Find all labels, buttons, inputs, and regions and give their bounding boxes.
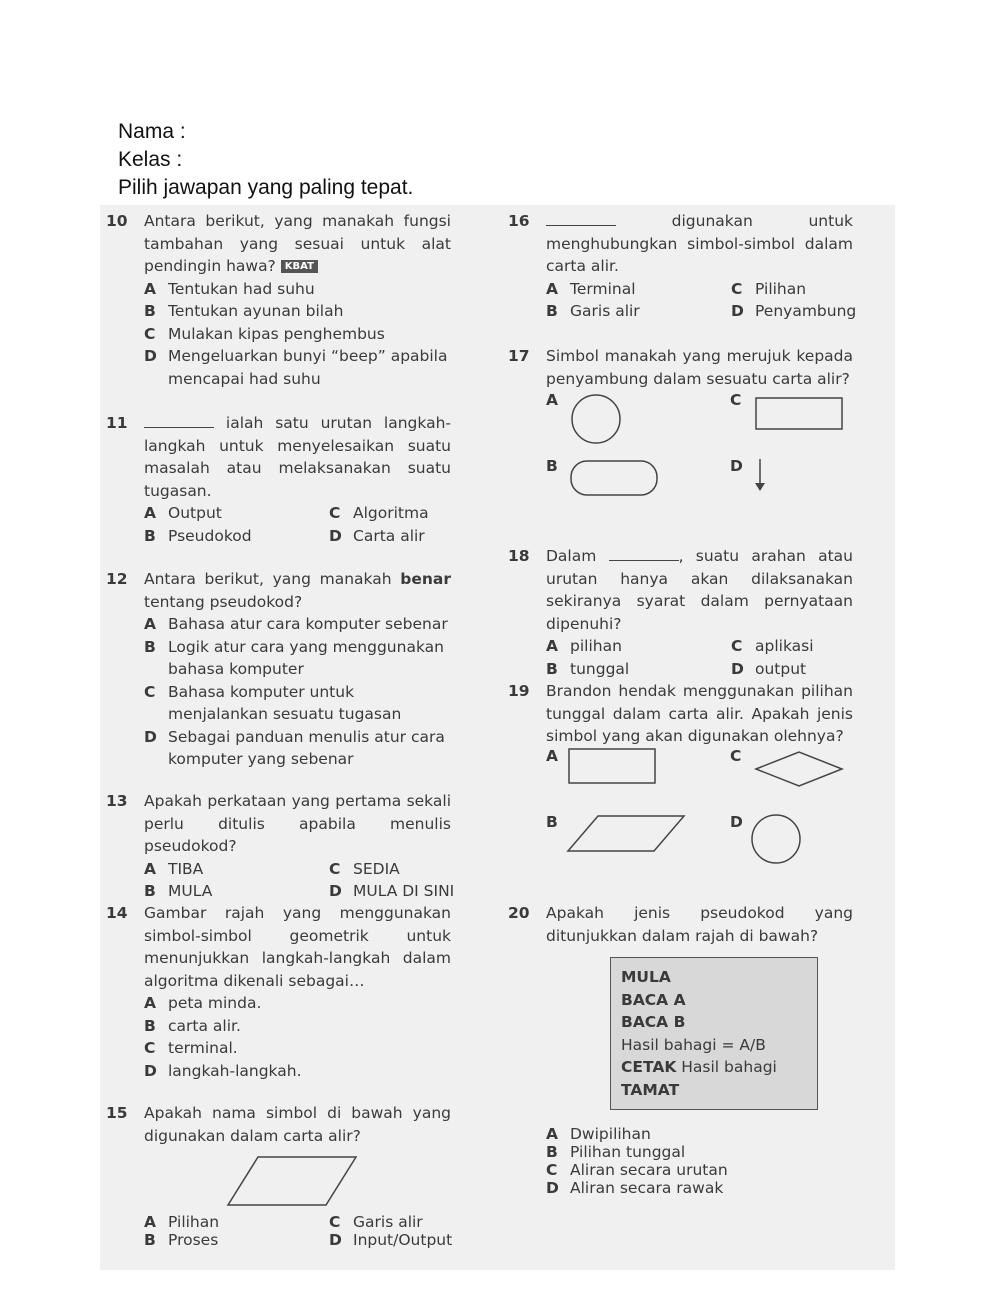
option-a: A Bahasa atur cara komputer sebenar — [144, 615, 448, 633]
option-b: B Pilihan tunggal — [546, 1143, 686, 1161]
option-c: C Aliran secara urutan — [546, 1161, 728, 1179]
option-d: D Mengeluarkan bunyi “beep” apabila mencapai had suhu — [144, 347, 448, 388]
option-a: A Pilihan — [144, 1213, 220, 1231]
question-stem: Dalam , suatu arahan atau urutan hanya akan dilaksanakan sekiranya syarat dalam pernyataan dipenuhi? — [546, 547, 854, 633]
option-b: B Tentukan ayunan bilah — [144, 302, 344, 320]
option-b: B MULA — [144, 882, 213, 900]
option-d: D Sebagai panduan menulis atur cara komputer yang sebenar — [144, 727, 445, 768]
question-stem: Apakah jenis pseudokod yang ditunjukkan dalam rajah di bawah? — [546, 904, 853, 945]
question-stem: Gambar rajah yang menggunakan simbol-simbol geometrik untuk menunjukkan langkah-langkah dalam algoritma dikenali sebagai… — [144, 904, 451, 990]
question-number: 12 — [106, 570, 128, 588]
code-line: CETAK Hasil bahagi — [621, 1058, 777, 1076]
option-b: B tunggal — [546, 659, 630, 678]
question-15-options — [144, 1213, 489, 1249]
code-line: BACA B — [621, 1013, 686, 1031]
option-d: D Input/Output — [329, 1231, 453, 1249]
option-c: C Mulakan kipas penghembus — [144, 324, 385, 343]
option-a: A Tentukan had suhu — [144, 279, 315, 298]
kbat-badge: KBAT — [281, 260, 318, 273]
question-stem: Apakah nama simbol di bawah yang digunakan dalam carta alir? — [144, 1104, 451, 1145]
parallelogram-shape — [568, 815, 686, 853]
option-c: C aplikasi — [731, 637, 814, 655]
option-b-label: B — [546, 457, 558, 475]
answer-blank — [144, 415, 214, 428]
question-16 — [508, 210, 857, 323]
question-stem: Simbol manakah yang merujuk kepada penyambung dalam sesuatu carta alir? — [546, 347, 853, 388]
option-a: A pilihan — [546, 637, 622, 655]
question-number: 14 — [106, 904, 128, 922]
option-b: B carta alir. — [144, 1016, 241, 1035]
option-b: B Garis alir — [546, 302, 640, 320]
option-d: D langkah-langkah. — [144, 1061, 302, 1080]
diamond-shape — [755, 751, 845, 789]
answer-blank — [546, 213, 616, 226]
pseudocode-box — [610, 957, 818, 1110]
code-line: TAMAT — [621, 1080, 680, 1099]
option-b-label: B — [546, 813, 558, 831]
option-d: D Aliran secara rawak — [546, 1179, 724, 1197]
option-c: C SEDIA — [329, 859, 400, 878]
question-13 — [106, 790, 455, 903]
question-20 — [508, 902, 853, 947]
circle-shape — [750, 813, 802, 865]
option-a-label: A — [546, 391, 558, 409]
option-a-label: A — [546, 747, 558, 765]
question-number: 17 — [508, 347, 530, 365]
instruction-text: Pilih jawapan yang paling tepat. — [118, 176, 414, 199]
option-d: D output — [731, 659, 807, 678]
option-b: B Proses — [144, 1231, 219, 1249]
option-c: C Algoritma — [329, 504, 429, 522]
question-number: 20 — [508, 904, 530, 922]
scanned-question-page — [100, 205, 895, 1270]
option-b: B Logik atur cara yang menggunakan bahasa komputer — [144, 637, 444, 678]
option-d-label: D — [730, 813, 743, 831]
question-10 — [106, 210, 451, 390]
question-stem: Antara berikut, yang manakah fungsi tambahan yang sesuai untuk alat pendingin hawa? KBAT — [144, 212, 451, 275]
rectangle-shape — [568, 748, 658, 786]
option-a: A TIBA — [144, 859, 204, 878]
option-a: A Output — [144, 504, 222, 522]
question-17 — [508, 345, 853, 390]
option-c: C Garis alir — [329, 1213, 423, 1231]
question-14 — [106, 902, 451, 1082]
rectangle-shape — [755, 397, 845, 431]
answer-blank — [609, 548, 679, 561]
code-line: Hasil bahagi = A/B — [621, 1035, 766, 1054]
question-12 — [106, 568, 451, 771]
question-number: 16 — [508, 212, 530, 230]
option-b: B Pseudokod — [144, 526, 252, 545]
question-18 — [508, 545, 853, 680]
option-d: D Carta alir — [329, 526, 425, 545]
question-stem: ialah satu urutan langkah-langkah untuk menyelesaikan suatu masalah atau melaksanakan suatu tugasan. — [144, 414, 451, 500]
kelas-label: Kelas : — [118, 148, 183, 171]
question-stem: Antara berikut, yang manakah benar tentang pseudokod? — [144, 570, 451, 611]
option-a: A peta minda. — [144, 994, 262, 1012]
option-c: C Bahasa komputer untuk menjalankan sesuatu tugasan — [144, 682, 402, 723]
question-number: 15 — [106, 1104, 128, 1122]
option-d: D MULA DI SINI — [329, 882, 455, 900]
question-number: 18 — [508, 547, 530, 565]
option-a: A Dwipilihan — [546, 1125, 651, 1143]
question-19 — [508, 680, 853, 748]
option-d-label: D — [730, 457, 743, 475]
option-c-label: C — [730, 391, 742, 409]
question-stem: Brandon hendak menggunakan pilihan tunggal dalam carta alir. Apakah jenis simbol yang akan digunakan olehnya? — [546, 682, 853, 745]
option-d: D Penyambung — [731, 302, 857, 320]
terminal-shape — [570, 460, 660, 498]
option-c: C Pilihan — [731, 279, 807, 298]
option-c: C terminal. — [144, 1039, 238, 1057]
question-number: 10 — [106, 212, 128, 230]
question-15 — [106, 1102, 451, 1147]
question-number: 13 — [106, 792, 128, 810]
question-stem: Apakah perkataan yang pertama sekali perlu ditulis apabila menulis pseudokod? — [144, 792, 451, 855]
question-11 — [106, 412, 451, 547]
question-20-options — [546, 1125, 846, 1197]
nama-label: Nama : — [118, 120, 186, 143]
option-a: A Terminal — [546, 279, 636, 298]
code-line: BACA A — [621, 990, 686, 1009]
question-number: 11 — [106, 414, 128, 432]
question-stem: digunakan untuk menghubungkan simbol-simbol dalam carta alir. — [546, 212, 853, 275]
option-c-label: C — [730, 747, 742, 765]
worksheet-header — [118, 118, 413, 202]
code-line: MULA — [621, 968, 671, 986]
parallelogram-shape — [228, 1155, 358, 1207]
circle-shape — [570, 393, 622, 445]
question-number: 19 — [508, 682, 530, 700]
arrow-down-icon — [753, 459, 767, 493]
